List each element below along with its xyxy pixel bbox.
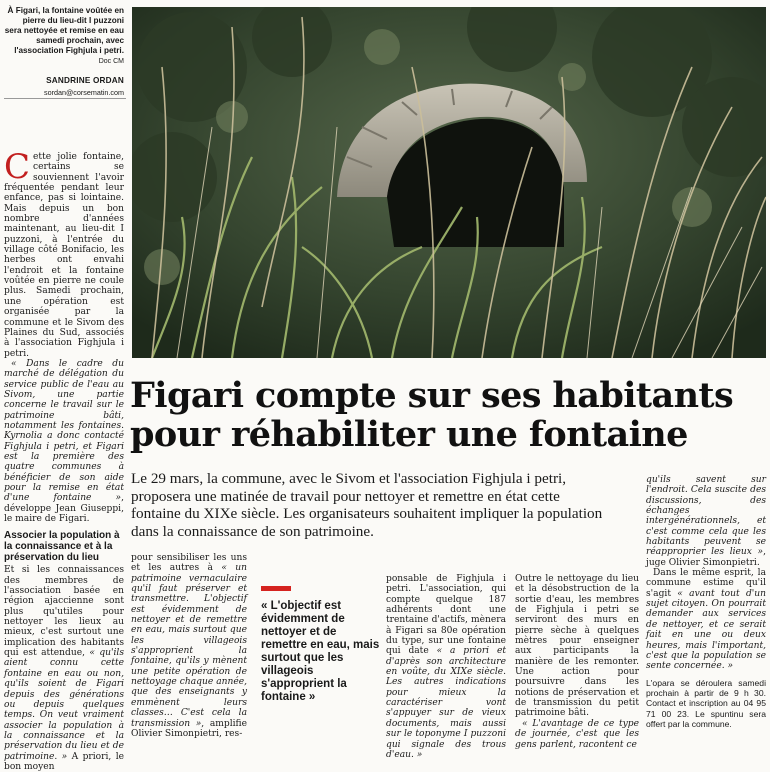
paragraph-text: , développe Jean Giuseppi, le maire de Figari. (4, 493, 124, 525)
article-column-1 (4, 147, 124, 772)
photo-caption (4, 6, 124, 67)
paragraph (515, 719, 639, 750)
paragraph (646, 475, 766, 568)
paragraph (4, 565, 124, 772)
paragraph (515, 574, 639, 719)
pull-quote-accent-bar (261, 586, 291, 591)
article-column-5 (646, 475, 766, 730)
paragraph (4, 359, 124, 525)
paragraph-text: , juge Olivier Simonpietri. (646, 547, 766, 568)
paragraph (386, 574, 506, 760)
author-email: sordan@corsematin.com (44, 88, 124, 97)
pull-quote (261, 586, 381, 704)
article-column-4 (515, 574, 639, 750)
photo-credit: Doc CM (98, 58, 124, 65)
practical-info: L'opara se déroulera samedi prochain à partir de 9 h 30. Contact et inscription au 04 95 71 00 23. Le spuntinu sera offert par la commune. (646, 677, 766, 730)
byline (4, 76, 124, 97)
paragraph-text: A priori, le bon moyen (4, 751, 124, 772)
drop-cap: C (4, 147, 31, 187)
paragraph-text: Dans le même esprit, la commune estime qu'il s'agit (646, 568, 766, 599)
quote-text: « a priori et d'après son architecture en voûte, du XIXe siècle. Les autres indications pour mieux la caractériser vont s'appuyer sur de vieux documents, mais aussi sur le toponyme I puzzoni qui signale des trous d'eau. » (386, 646, 506, 760)
subheading: Associer la population à la connaissance et à la préservation du lieu (4, 530, 120, 564)
paragraph-text: , amplifie Olivier Simonpietri, res- (131, 718, 247, 739)
paragraph (646, 568, 766, 671)
quote-text: « avant tout d'un sujet citoyen. On pourrait demander aux services de nettoyer, et ce serait fait en une ou deux heures, mais l'important, c'est que la population se sente concernée. » (646, 588, 766, 672)
article-column-2 (131, 553, 247, 739)
paragraph-text: ponsable de Fighjula i petri. L'association, qui compte quelque 187 adhérents dont une trentaine d'actifs, mènera à Figari sa 80e opération du type, sur une fontaine qui date (386, 574, 506, 657)
article-column-3 (386, 574, 506, 760)
fountain-photo-illustration (132, 7, 766, 358)
author-name: SANDRINE ORDAN (46, 76, 124, 85)
byline-divider (4, 98, 126, 99)
paragraph-text: ette jolie fontaine, certains se souviennent l'avoir fréquentée pendant leur enfance, pas si lointaine. Mais depuis un bon nombre d'années maintenant, au lieu-dit I puzzoni, à l'entrée du village côté Bonifacio, les herbes ont envahi l'endroit et la fontaine voûtée en pierre ne coule plus. Samedi prochain, une opération est organisée par la commune et le Sivom des Plaines du Sud, associés à l'association Fighjula i petri. (4, 152, 124, 359)
quote-text: qu'ils savent sur l'endroit. Cela suscite des discussions, des échanges intergénérationnels, et c'est comme cela que les habitants peuvent se réapproprier les lieux » (646, 475, 766, 558)
quote-text: « L'avantage de ce type de journée, c'est que les gens parlent, racontent ce (515, 718, 639, 750)
article-photo (132, 7, 766, 358)
paragraph-text: Et si les connaissances des membres de l'association basée en région ajaccienne sont plus qu'utiles pour nettoyer les lieux au mieux, c'est surtout une implication des habitants qui est attendue, (4, 565, 124, 659)
quote-text: « un patrimoine vernaculaire qu'il faut préserver et transmettre. L'objectif est évidemment de nettoyer et de remettre en eau, mais surtout que les villageois s'approprient la fontaine, qu'ils y mènent une petite opération de nettoyage chaque année, que des enseignants y emmènent leurs classes… C'est cela la transmission » (131, 563, 247, 729)
quote-text: « Dans le cadre du marché de délégation du service public de l'eau au Sivom, une partie concerne le travail sur le patrimoine bâti, notamment les fontaines. Kyrnolia a donc contacté Fighjula i petri, et Figari est la première des quatre communes à bénéficier de son aide pour la remise en état d'une fontaine » (4, 358, 124, 504)
standfirst: Le 29 mars, la commune, avec le Sivom et l'association Fighjula i petri, proposera une matinée de travail pour nettoyer et remettre en état cette fontaine du XIXe siècle. Les organisateurs souhaitent impliquer la population dans la connaissance de son patrimoine. (131, 470, 603, 540)
headline: Figari compte sur ses habitants pour réhabiliter une fontaine (130, 375, 734, 455)
paragraph (131, 553, 247, 739)
paragraph-text: pour sensibiliser les uns et les autres à (131, 553, 247, 574)
photo-caption-text: À Figari, la fontaine voûtée en pierre du lieu-dit I puzzoni sera nettoyée et remise en eau samedi prochain, avec l'association Fighjula i petri. (4, 6, 124, 55)
paragraph (4, 147, 124, 359)
pull-quote-text: « L'objectif est évidemment de nettoyer et de remettre en eau, mais surtout que les villageois s'approprient la fontaine » (261, 600, 380, 703)
paragraph-text: Outre le nettoyage du lieu et la désobstruction de la sortie d'eau, les membres de Fighjula i petri se serviront des murs en pierre sèche à quelques mètres pour enseigner aux participants la manière de les remonter. Une action pour poursuivre dans les notions de préservation et de transmission du petit patrimoine bâti. (515, 574, 639, 719)
quote-text: « qu'ils aient connu cette fontaine en eau ou non, qu'ils soient de Figari depuis des générations ou depuis quelques temps. On veut vraiment associer la population à la connaissance et la préservation du lieu et de patrimoine. » (4, 648, 124, 762)
